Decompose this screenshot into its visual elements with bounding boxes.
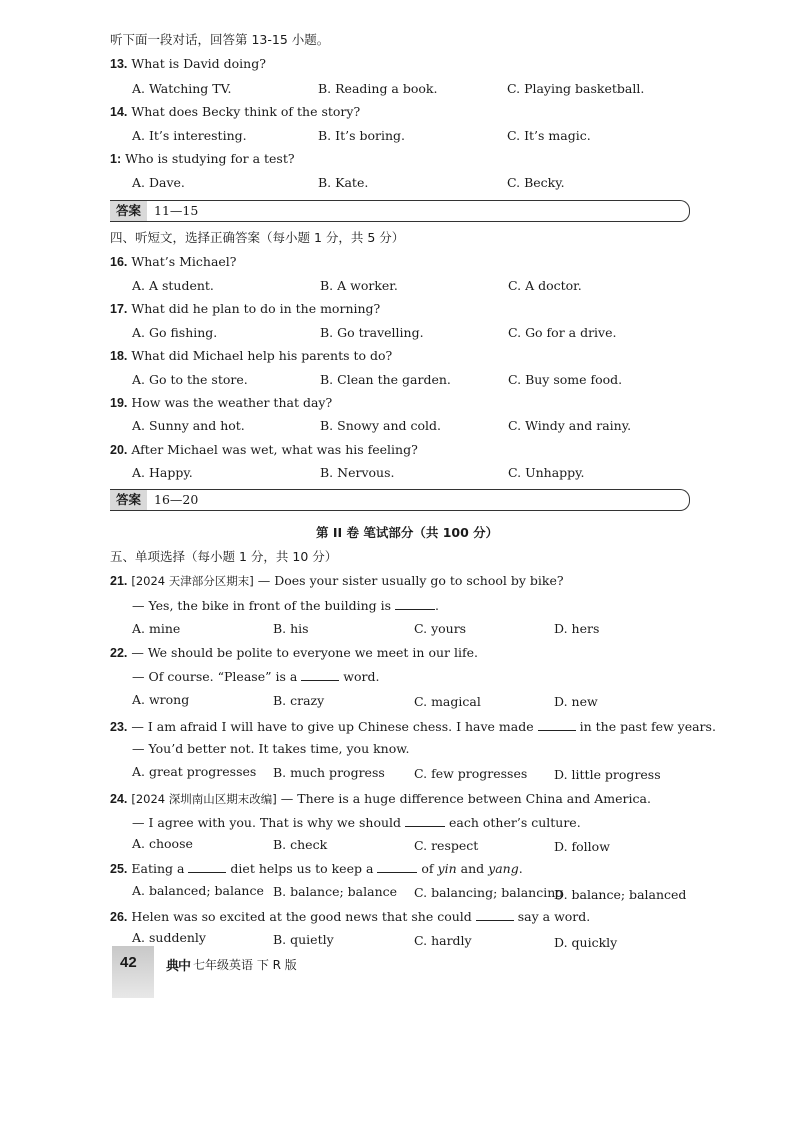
book-title: 七年级英语 下 R 版	[193, 958, 297, 972]
option-c: C. balancing; balancing	[414, 885, 564, 900]
answer-label: 答案	[110, 201, 147, 221]
option-b: B. much progress	[273, 765, 385, 780]
term-yin: yin	[437, 861, 457, 876]
question-number: 24.	[110, 792, 128, 806]
question-text: After Michael was wet, what was his feeling?	[131, 442, 418, 457]
question-text: Helen was so excited at the good news that she could	[131, 909, 472, 924]
option-a: A. Sunny and hot.	[132, 418, 245, 433]
part-2-title: 第 II 卷 笔试部分（共 100 分）	[316, 525, 499, 540]
option-b: B. his	[273, 621, 309, 636]
answer-label: 答案	[110, 490, 147, 510]
option-c: C. hardly	[414, 933, 472, 948]
question-text: How was the weather that day?	[131, 395, 333, 410]
option-d: D. follow	[554, 839, 610, 854]
answer-blank	[538, 718, 576, 731]
answer-blank	[395, 597, 435, 610]
option-c: C. A doctor.	[508, 278, 582, 293]
section-4-heading: 四、听短文，选择正确答案（每小题 1 分，共 5 分）	[110, 230, 405, 245]
reply-text: — I agree with you. That is why we should	[132, 815, 402, 830]
option-d: D. balance; balanced	[554, 887, 687, 902]
question-number: 25.	[110, 862, 128, 876]
option-a: A. wrong	[132, 692, 190, 707]
option-c: C. Windy and rainy.	[508, 418, 632, 433]
question-15	[110, 151, 295, 167]
question-number: 20.	[110, 443, 128, 457]
question-24-reply	[132, 814, 581, 831]
option-c: C. Unhappy.	[508, 465, 585, 480]
question-text: What’s Michael?	[131, 254, 237, 269]
reply-end: .	[435, 598, 440, 613]
option-b: B. balance; balance	[273, 884, 398, 899]
question-text: What does Becky think of the story?	[131, 104, 361, 119]
question-number: 14.	[110, 105, 128, 119]
question-21	[110, 573, 564, 589]
reply-end: word.	[343, 669, 380, 684]
option-b: B. Nervous.	[320, 465, 395, 480]
option-c: C. Buy some food.	[508, 372, 623, 387]
option-a: A. suddenly	[132, 930, 206, 945]
option-a: A. Watching TV.	[132, 81, 232, 96]
option-d: D. hers	[554, 621, 600, 636]
option-a: A. It’s interesting.	[132, 128, 247, 143]
question-text: and	[460, 861, 485, 876]
option-a: A. mine	[132, 621, 181, 636]
question-14	[110, 104, 360, 120]
question-number: 16.	[110, 255, 128, 269]
question-text: — We should be polite to everyone we meet in our life.	[131, 645, 478, 660]
question-23-reply: — You’d better not. It takes time, you know.	[132, 741, 410, 756]
question-number: 21.	[110, 574, 128, 588]
option-d: D. quickly	[554, 935, 618, 950]
answer-blank	[188, 860, 226, 873]
answer-range: 11—15	[154, 203, 199, 218]
question-16	[110, 254, 237, 270]
option-c: C. Becky.	[507, 175, 565, 190]
option-b: B. Snowy and cold.	[320, 418, 441, 433]
question-text-end: in the past few years.	[579, 719, 716, 734]
question-text: Who is studying for a test?	[125, 151, 295, 166]
answer-blank	[377, 860, 417, 873]
source-tag: [2024 深圳南山区期末改编]	[131, 792, 277, 806]
option-a: A. choose	[132, 836, 193, 851]
option-a: A. Happy.	[132, 465, 193, 480]
question-number: 17.	[110, 302, 128, 316]
answer-box	[110, 489, 690, 511]
option-b: B. crazy	[273, 693, 325, 708]
question-text: What is David doing?	[131, 56, 266, 71]
page-number: 42	[120, 954, 137, 971]
option-b: B. It’s boring.	[318, 128, 405, 143]
question-text: say a word.	[517, 909, 591, 924]
option-a: A. balanced; balance	[132, 883, 264, 898]
question-22	[110, 645, 478, 661]
question-13	[110, 56, 266, 72]
question-number: 1:	[110, 152, 122, 166]
question-text: diet helps us to keep a	[230, 861, 374, 876]
option-c: C. few progresses	[414, 766, 528, 781]
answer-blank	[405, 814, 445, 827]
question-number: 26.	[110, 910, 128, 924]
option-b: B. quietly	[273, 932, 334, 947]
option-b: B. Clean the garden.	[320, 372, 451, 387]
question-text: Eating a	[131, 861, 185, 876]
question-23	[110, 718, 716, 735]
option-b: B. Reading a book.	[318, 81, 438, 96]
option-b: B. check	[273, 837, 328, 852]
question-text: — I am afraid I will have to give up Chinese chess. I have made	[131, 719, 534, 734]
listening-intro: 听下面一段对话，回答第 13-15 小题。	[110, 32, 330, 47]
option-c: C. Go for a drive.	[508, 325, 617, 340]
question-25: 25. Eating a diet helps us to keep a of yin and yang.	[110, 861, 523, 876]
question-text: — There is a huge difference between China and America.	[280, 791, 651, 806]
option-a: A. Go to the store.	[132, 372, 248, 387]
reply-text: — Of course. “Please” is a	[132, 669, 298, 684]
question-text: — Does your sister usually go to school by bike?	[257, 573, 564, 588]
section-5-heading: 五、单项选择（每小题 1 分，共 10 分）	[110, 549, 338, 564]
option-a: A. Go fishing.	[132, 325, 218, 340]
question-number: 23.	[110, 720, 128, 734]
option-a: A. Dave.	[132, 175, 185, 190]
option-b: B. Go travelling.	[320, 325, 424, 340]
option-c: C. Playing basketball.	[507, 81, 645, 96]
option-c: C. respect	[414, 838, 479, 853]
question-24	[110, 791, 651, 807]
answer-blank	[301, 668, 339, 681]
question-19	[110, 395, 332, 411]
question-22-reply	[132, 668, 379, 685]
question-text: of	[421, 861, 434, 876]
question-number: 18.	[110, 349, 128, 363]
question-18	[110, 348, 392, 364]
question-21-reply	[132, 597, 439, 614]
reply-text: — Yes, the bike in front of the building is	[132, 598, 392, 613]
option-c: C. It’s magic.	[507, 128, 591, 143]
question-26	[110, 908, 590, 925]
answer-box	[110, 200, 690, 222]
question-number: 22.	[110, 646, 128, 660]
question-20	[110, 442, 418, 458]
reply-end: each other’s culture.	[449, 815, 581, 830]
option-b: B. Kate.	[318, 175, 369, 190]
term-yang: yang	[488, 861, 519, 876]
option-c: C. magical	[414, 694, 481, 709]
option-d: D. little progress	[554, 767, 661, 782]
source-tag: [2024 天津部分区期末]	[131, 574, 254, 588]
option-d: D. new	[554, 694, 598, 709]
answer-blank	[476, 908, 514, 921]
publisher-logo: 典中	[166, 959, 191, 974]
question-number: 13.	[110, 57, 128, 71]
option-b: B. A worker.	[320, 278, 398, 293]
question-text: What did Michael help his parents to do?	[131, 348, 393, 363]
option-a: A. A student.	[132, 278, 214, 293]
answer-range: 16—20	[154, 492, 199, 507]
question-17	[110, 301, 380, 317]
question-number: 19.	[110, 396, 128, 410]
option-c: C. yours	[414, 621, 467, 636]
question-text: What did he plan to do in the morning?	[131, 301, 381, 316]
option-a: A. great progresses	[132, 764, 257, 779]
